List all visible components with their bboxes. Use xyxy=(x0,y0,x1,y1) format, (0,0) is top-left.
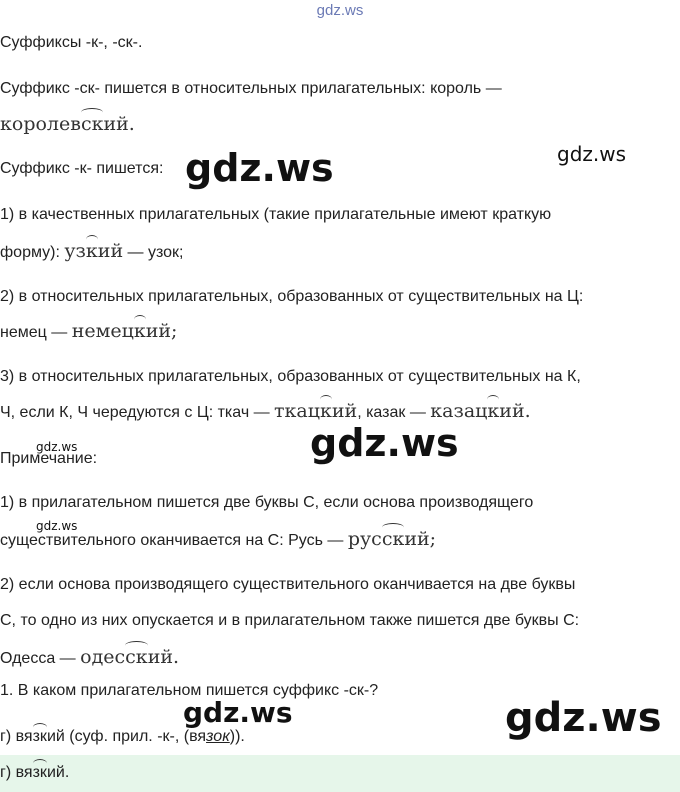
suffix-mark: ск xyxy=(125,646,148,668)
example-root: рус xyxy=(347,528,382,550)
note-1-line: 1) в прилагательном пишется две буквы С, если основа производящего xyxy=(0,494,534,511)
text-span: )). xyxy=(229,728,245,745)
example-kazatsky xyxy=(430,400,530,422)
note-2-line: 2) если основа производящего существительного оканчивается на две буквы xyxy=(0,576,576,593)
example-ending: ий xyxy=(97,240,124,262)
rule-1-line: 1) в качественных прилагательных (такие прилагательные имеют краткую xyxy=(0,206,552,223)
watermark-small: gdz.ws xyxy=(36,440,78,454)
suffix-mark: зк xyxy=(32,728,47,745)
watermark-big: gdz.ws xyxy=(185,146,334,190)
example-ending: ий xyxy=(331,400,358,422)
watermark-mid: gdz.ws xyxy=(183,696,293,729)
title-line: Суффиксы -к-, -ск-. xyxy=(0,34,143,51)
note-2-line-b: С, то одно из них опускается и в прилагательном также пишется две буквы С: xyxy=(0,612,580,629)
example-root: немец xyxy=(71,320,134,342)
example-tkatsky xyxy=(274,400,357,422)
example-root: ткац xyxy=(274,400,320,422)
example-ending: ий; xyxy=(404,528,437,550)
rule-sk-line: Суффикс -ск- пишется в относительных прилагательных: король — xyxy=(0,80,502,97)
example-russky xyxy=(348,528,436,550)
question-line: 1. В каком прилагательном пишется суффикс -ск-? xyxy=(0,682,379,699)
example-ending: ий. xyxy=(103,113,135,135)
watermark-top: gdz.ws xyxy=(316,2,364,19)
example-root: уз xyxy=(64,240,86,262)
text-span: Одесса — xyxy=(0,650,81,667)
text-span: Ч, если К, Ч чередуются с Ц: ткач — xyxy=(0,404,275,421)
example-ending: ий. xyxy=(499,400,531,422)
suffix-mark: зк xyxy=(32,764,47,781)
suffix-mark: к xyxy=(319,400,332,422)
watermark-big: gdz.ws xyxy=(310,421,459,465)
answer-highlight xyxy=(0,755,680,792)
note-2-example xyxy=(0,646,179,668)
example-root: королев xyxy=(0,113,81,135)
rule-3-example xyxy=(0,400,531,422)
rule-k-line: Суффикс -к- пишется: xyxy=(0,160,164,177)
text-span: ий. xyxy=(46,764,70,781)
text-span: — узок; xyxy=(123,244,184,261)
watermark-mid: gdz.ws xyxy=(557,142,627,166)
note-heading: Примечание: xyxy=(0,450,98,467)
text-span: немец — xyxy=(0,324,72,341)
answer-explanation xyxy=(0,728,245,746)
suffix-mark: к xyxy=(133,320,146,342)
example-ending: ий. xyxy=(147,646,180,668)
suffix-mark: к xyxy=(487,400,500,422)
watermark-small: gdz.ws xyxy=(36,519,78,533)
watermark-big: gdz.ws xyxy=(505,695,662,741)
underlined-root: зок xyxy=(206,728,230,745)
suffix-mark: ск xyxy=(80,113,104,135)
text-span: существительного оканчивается на С: Русь — xyxy=(0,532,348,549)
example-ending: ий; xyxy=(145,320,178,342)
text-span: форму): xyxy=(0,244,65,261)
suffix-mark: к xyxy=(85,240,98,262)
text-span: г) вя xyxy=(0,764,33,781)
example-uzky xyxy=(64,240,123,262)
example-korolevsky xyxy=(0,113,135,135)
rule-3-line: 3) в относительных прилагательных, образованных от существительных на К, xyxy=(0,368,581,385)
suffix-mark: ск xyxy=(381,528,405,550)
text-span: ий (суф. прил. -к-, (вя xyxy=(46,728,207,745)
rule-1-example xyxy=(0,240,184,262)
example-nemetsky xyxy=(72,320,178,342)
rule-2-example xyxy=(0,320,177,342)
final-answer xyxy=(0,764,69,782)
text-span: г) вя xyxy=(0,728,33,745)
text-span: , казак — xyxy=(357,404,431,421)
example-odessky xyxy=(80,646,179,668)
rule-2-line: 2) в относительных прилагательных, образованных от существительных на Ц: xyxy=(0,288,584,305)
example-root: казац xyxy=(430,400,488,422)
example-root: одес xyxy=(80,646,126,668)
